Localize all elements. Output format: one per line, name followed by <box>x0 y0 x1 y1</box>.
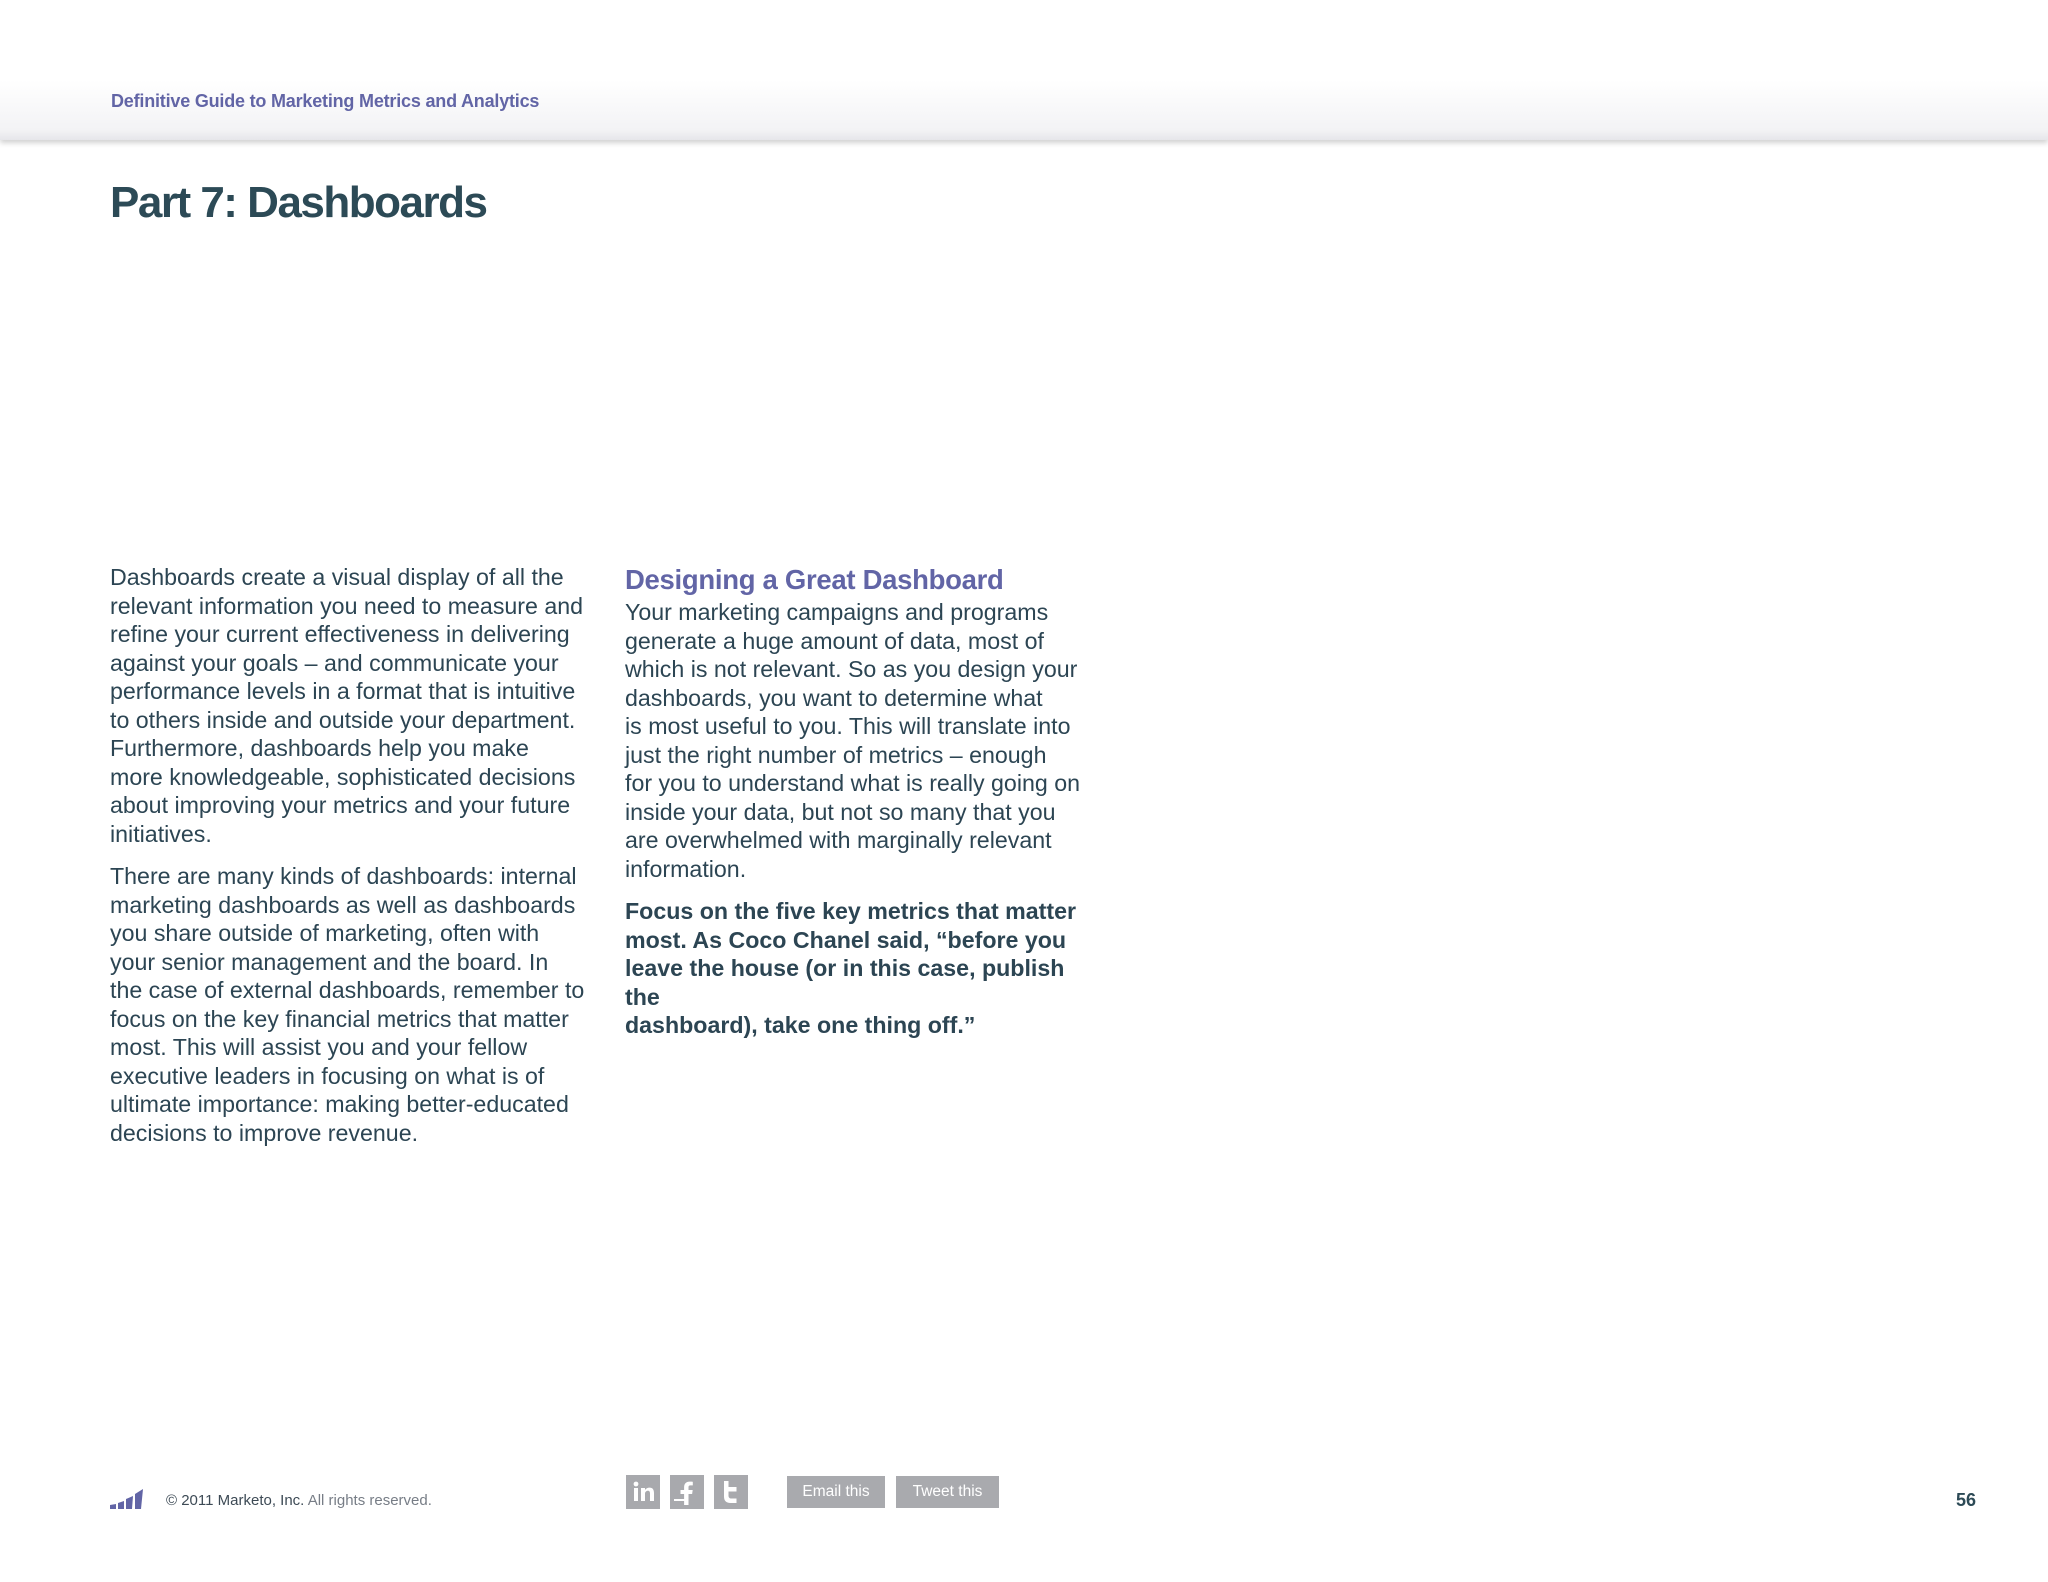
page-title: Part 7: Dashboards <box>110 178 487 227</box>
left-column <box>110 563 605 1161</box>
copyright <box>166 1492 432 1509</box>
copyright-rights: All rights reserved. <box>307 1492 432 1509</box>
marketo-logo-icon <box>110 1487 150 1511</box>
document-title: Definitive Guide to Marketing Metrics and Analytics <box>111 91 540 111</box>
tweet-this-button[interactable]: Tweet this <box>896 1476 999 1508</box>
design-paragraph: Your marketing campaigns and programs generate a huge amount of data, most of which is not relevant. So as you design your dashboards, you want to determine what is most useful to you. This will translate into just the right number of metrics – enough for you to understand what is really going on inside your data, but not so many that you are overwhelmed with marginally relevant information. <box>625 599 1081 882</box>
copyright-main: © 2011 Marketo, Inc. <box>166 1492 305 1509</box>
key-metrics-callout: Focus on the five key metrics that matter most. As Coco Chanel said, “before you leave the house (or in this case, publish the dashboard), take one thing off.” <box>625 898 1077 1038</box>
email-this-button[interactable]: Email this <box>787 1476 885 1508</box>
linkedin-icon[interactable] <box>626 1475 660 1509</box>
intro-paragraph: Dashboards create a visual display of all the relevant information you need to measure and refine your current effectiveness in delivering against your goals – and communicate your performance levels in a format that is intuitive to others inside and outside your department. Furthermore, dashboards help you make more knowledgeable, sophisticated decisions about improving your metrics and your future initiatives. <box>110 564 584 847</box>
section-heading: Designing a Great Dashboard <box>625 564 1004 595</box>
page-header <box>0 0 2048 140</box>
dashboard-kinds-paragraph: There are many kinds of dashboards: internal marketing dashboards as well as dashboards you share outside of marketing, often with your senior management and the board. In the case of external dashboards, remember to focus on the key financial metrics that matter most. This will assist you and your fellow executive leaders in focusing on what is of ultimate importance: making better-educated decisions to improve revenue. <box>110 863 585 1146</box>
facebook-icon[interactable] <box>670 1475 704 1509</box>
page-number: 56 <box>1955 1490 1976 1510</box>
right-column <box>625 563 1105 1054</box>
twitter-icon[interactable] <box>714 1475 748 1509</box>
